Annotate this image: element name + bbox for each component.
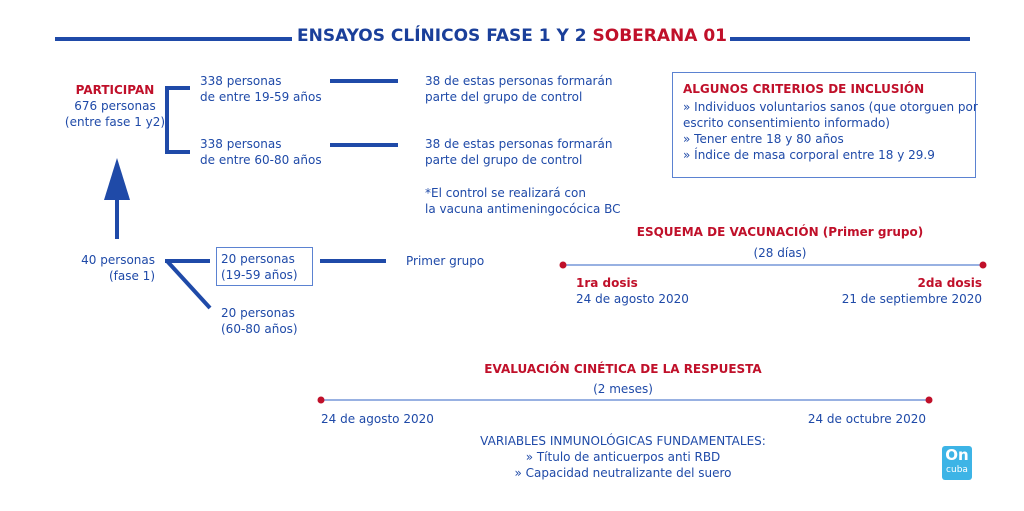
- logo-top-text: On: [945, 446, 969, 464]
- control-note-line2: la vacuna antimeningocócica BC: [425, 202, 621, 216]
- first-group-label: Primer grupo: [406, 254, 485, 268]
- phase1-block: [60, 252, 155, 284]
- dose2-label: 2da dosis: [917, 276, 982, 290]
- control-note-line1: *El control se realizará con: [425, 186, 586, 200]
- variables-heading: VARIABLES INMUNOLÓGICAS FUNDAMENTALES:: [480, 434, 766, 448]
- evaluation-duration: (2 meses): [593, 382, 653, 396]
- subgroup-b-count: 20 personas: [221, 306, 295, 320]
- criteria-item: » Tener entre 18 y 80 años: [683, 132, 844, 146]
- phase1-label: (fase 1): [108, 269, 155, 283]
- evaluation-start-date: 24 de agosto 2020: [321, 412, 434, 426]
- participants-bracket: [167, 88, 190, 152]
- group-b-count: 338 personas: [200, 137, 282, 151]
- dose1-date: 24 de agosto 2020: [576, 292, 689, 306]
- group-b-age: de entre 60-80 años: [200, 153, 322, 167]
- control-b: [425, 136, 612, 168]
- phase1-count: 40 personas: [81, 253, 155, 267]
- evaluation-end-date: 24 de octubre 2020: [807, 412, 926, 426]
- variables-item: » Capacidad neutralizante del suero: [514, 466, 732, 480]
- control-b-line1: 38 de estas personas formarán: [425, 137, 613, 151]
- vaccination-heading: ESQUEMA DE VACUNACIÓN (Primer grupo): [636, 225, 924, 239]
- evaluation-start-dot: [318, 397, 325, 404]
- evaluation-end-dot: [926, 397, 933, 404]
- subgroup-a-age: (19-59 años): [221, 268, 298, 282]
- group-a: [200, 73, 322, 105]
- subgroup-b: [221, 305, 298, 337]
- title-main: ENSAYOS CLÍNICOS FASE 1 Y 2: [296, 26, 587, 46]
- criteria-item: escrito consentimiento informado): [683, 116, 890, 130]
- control-note: [425, 185, 621, 217]
- fork-line-diagonal: [167, 261, 210, 308]
- oncuba-logo: [942, 446, 972, 480]
- dose2-date: 21 de septiembre 2020: [841, 292, 982, 306]
- subgroup-a-count: 20 personas: [221, 252, 295, 266]
- control-a: [425, 73, 612, 105]
- group-b: [200, 136, 322, 168]
- control-a-line1: 38 de estas personas formarán: [425, 74, 613, 88]
- control-a-line2: parte del grupo de control: [425, 90, 583, 104]
- participants-note: (entre fase 1 y2): [64, 115, 166, 129]
- evaluation-heading: EVALUACIÓN CINÉTICA DE LA RESPUESTA: [484, 362, 762, 376]
- variables-block: [423, 433, 823, 481]
- criteria-item: » Individuos voluntarios sanos (que otorguen por: [683, 100, 978, 114]
- dose1-dot: [560, 262, 567, 269]
- vaccination-duration: (28 días): [753, 246, 807, 260]
- criteria-content: [683, 81, 978, 163]
- variables-item: » Título de anticuerpos anti RBD: [525, 450, 721, 464]
- subgroup-a: [221, 251, 298, 283]
- page-title: [0, 26, 1024, 46]
- up-arrow-head: [104, 158, 130, 200]
- subgroup-b-age: (60-80 años): [221, 322, 298, 336]
- logo-bottom-text: cuba: [946, 465, 968, 475]
- title-vaccine-name: SOBERANA 01: [592, 26, 727, 46]
- criteria-item: » Índice de masa corporal entre 18 y 29.9: [683, 148, 935, 162]
- dose1-label: 1ra dosis: [576, 276, 638, 290]
- group-a-age: de entre 19-59 años: [200, 90, 322, 104]
- group-a-count: 338 personas: [200, 74, 282, 88]
- participants-heading: PARTICIPAN: [75, 83, 155, 97]
- dose2-dot: [980, 262, 987, 269]
- participants-block: [60, 82, 170, 130]
- control-b-line2: parte del grupo de control: [425, 153, 583, 167]
- participants-count: 676 personas: [74, 99, 156, 113]
- criteria-heading: ALGUNOS CRITERIOS DE INCLUSIÓN: [683, 82, 925, 96]
